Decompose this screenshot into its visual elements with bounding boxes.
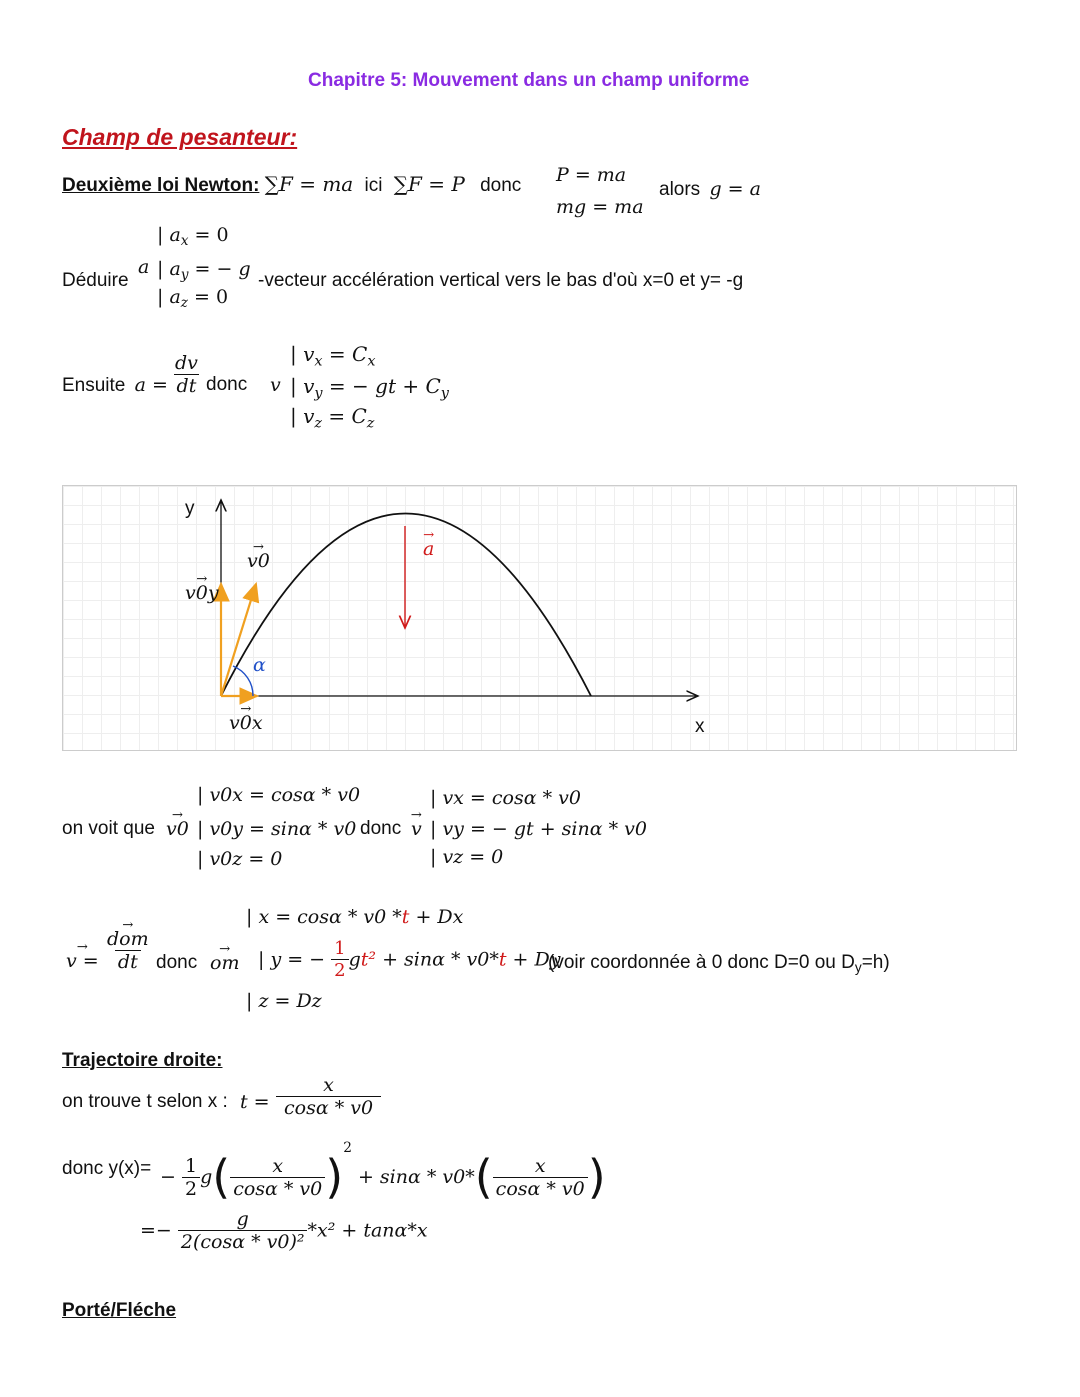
diagram-a-label: → a	[423, 538, 434, 560]
position-note: (voir coordonnée à 0 donc D=0 ou $D_y=h$)	[548, 952, 890, 976]
ensuite-donc: donc	[206, 374, 248, 395]
diagram-x-label: x	[695, 716, 705, 737]
diagram-y-label: y	[185, 498, 195, 519]
ensuite-vz: | $v_z = C_z$	[290, 404, 375, 432]
trajectoire-heading: Trajectoire droite:	[62, 1050, 223, 1071]
position-om: → om	[210, 952, 239, 974]
trajectoire-line1: on trouve t selon x :	[62, 1091, 228, 1112]
onvoit-r1: | v0x = cosα * v0	[197, 784, 361, 806]
onvoit-s1: | vx = cosα * v0	[430, 787, 581, 809]
newton-eq1: ∑F = ma	[264, 172, 354, 196]
onvoit-s3: | vz = 0	[430, 846, 504, 868]
deduire-comment: -vecteur accélération vertical vers le bas d'où x=0 et y= -g	[258, 270, 744, 291]
deduire-ax: | $a_x = 0$	[157, 224, 229, 250]
newton-alors: alors	[659, 179, 701, 200]
onvoit-r2: | v0y = sinα * v0	[197, 818, 357, 840]
ensuite-vy: | $v_y$ = − gt + $C_y$	[290, 374, 449, 402]
position-x-line: | x = cosα * v0 *t + Dx	[246, 906, 464, 928]
diagram-v0-label: → v0	[247, 550, 270, 572]
onvoit-donc: donc	[360, 818, 402, 839]
newton-label: Deuxième loi Newton:	[62, 175, 260, 196]
newton-ici: ici	[364, 175, 383, 196]
ensuite-label: Ensuite	[62, 375, 126, 396]
newton-sys2: mg = ma	[556, 196, 644, 218]
trajectory-diagram	[62, 485, 1017, 751]
position-frac-num: → dom	[104, 928, 152, 950]
position-y-line: | y = − $\frac{1}{2}$ gt² + sinα * v0*t + Dy	[258, 938, 561, 981]
newton-line	[62, 172, 521, 212]
onvoit-v: → v	[411, 818, 422, 840]
onvoit-s2: | vy = − gt + sinα * v0	[430, 818, 647, 840]
onvoit-label: on voit que	[62, 818, 155, 839]
position-frac-den: dt	[115, 950, 141, 973]
deduire-label: Déduire	[62, 270, 129, 291]
newton-eq2: ∑F = P	[393, 172, 465, 196]
deduire-az: | $a_z = 0$	[157, 286, 229, 312]
trajectoire-t-eq: t =	[240, 1091, 270, 1113]
alpha-arc	[233, 666, 253, 696]
ensuite-v: v	[270, 374, 281, 396]
deduire-ay: | $a_y$ = − g	[157, 258, 251, 284]
position-v-eq: → v =	[66, 950, 99, 972]
onvoit-v0: → v0	[166, 818, 189, 840]
diagram-v0y-label: → v0y	[185, 582, 219, 604]
v0-vector	[221, 584, 256, 696]
porte-heading: Porté/Fléche	[62, 1300, 177, 1321]
trajectory-curve	[221, 514, 591, 697]
diagram-v0x-label: → v0x	[229, 712, 263, 734]
newton-alors-wrap	[659, 178, 761, 201]
donc-y-expression: − $\frac{1}{2}$ g( $\frac{x}{\cos\alpha * v0}$ )$^2$ + sinα * v0*( $\frac{x}{\cos\alpha * v0}$ )	[160, 1140, 606, 1205]
ensuite-frac	[172, 352, 201, 397]
page-title: Chapitre 5: Mouvement dans un champ uniforme	[308, 70, 750, 91]
result-expression: =− $\frac{g}{\text{2(cosα * v0)²}}$ *x² + tanα*x	[140, 1208, 428, 1253]
donc-y-label: donc y(x)=	[62, 1158, 152, 1179]
ensuite-line	[62, 374, 168, 397]
newton-sys1: P = ma	[556, 164, 627, 186]
ensuite-frac-num: dv	[175, 352, 198, 374]
position-donc: donc	[156, 952, 198, 973]
position-frac	[104, 928, 152, 973]
position-z-line: | z = Dz	[246, 990, 322, 1012]
diagram-alpha-label: α	[253, 654, 266, 676]
deduire-vec: a	[138, 256, 150, 278]
newton-donc: donc	[480, 175, 522, 196]
section-heading-champ: Champ de pesanteur:	[62, 124, 298, 150]
onvoit-r3: | v0z = 0	[197, 848, 283, 870]
ensuite-a-eq: a =	[134, 374, 168, 396]
newton-eq3: g = a	[709, 178, 761, 200]
trajectory-svg	[63, 486, 1016, 750]
ensuite-frac-den: dt	[174, 374, 200, 397]
trajectoire-t-frac: $\frac{x}{\cos\alpha * v0}$	[276, 1074, 381, 1119]
ensuite-vx: | $v_x = C_x$	[290, 342, 376, 370]
